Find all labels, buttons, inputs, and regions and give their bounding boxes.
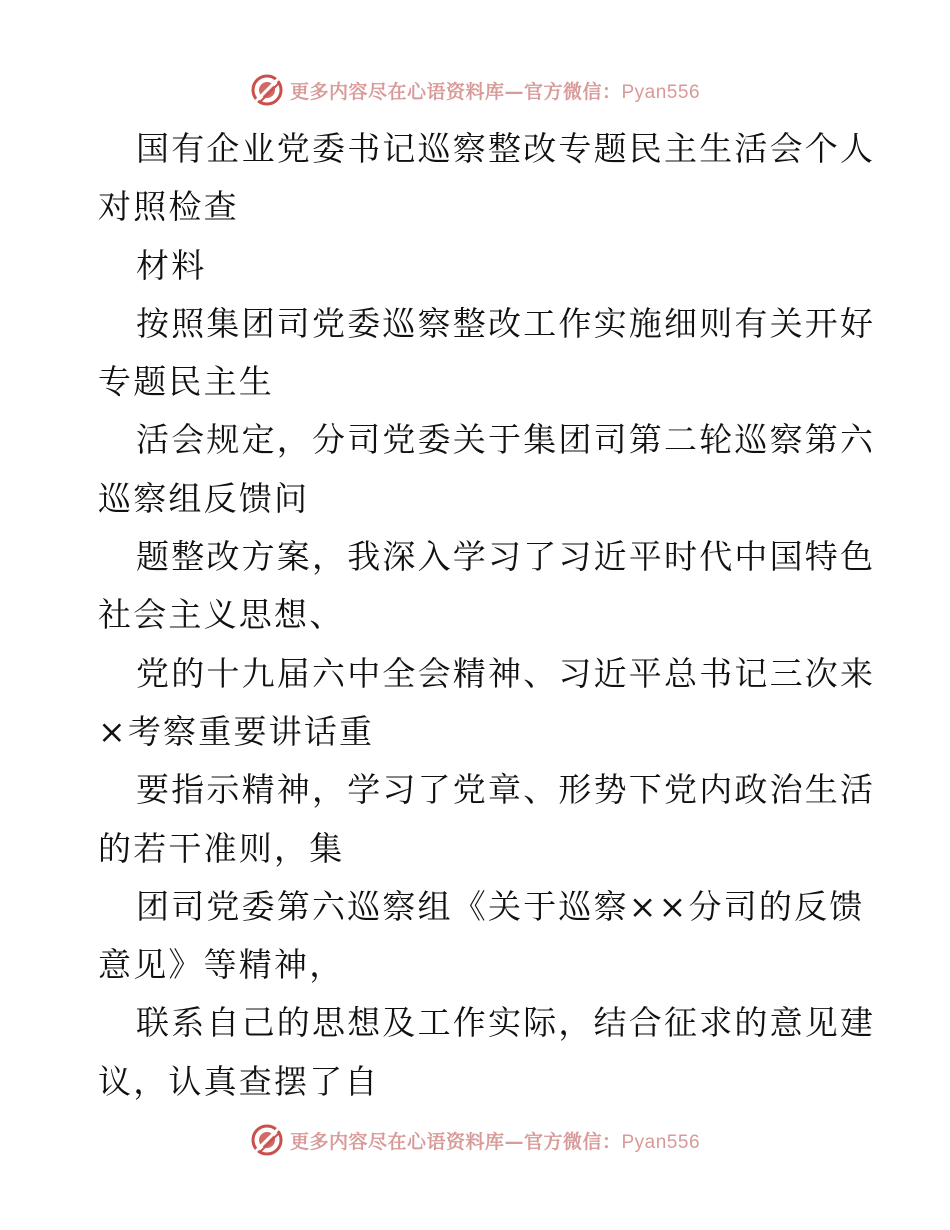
text-line: 议，认真查摆了自 — [98, 1061, 380, 1101]
text-line: 活会规定，分司党委关于集团司第二轮巡察第六 — [136, 420, 876, 460]
text-line: 的若干准则，集 — [98, 828, 345, 868]
text-line: 联系自己的思想及工作实际，结合征求的意见建 — [136, 1003, 876, 1043]
text-line: ×考察重要讲话重 — [98, 711, 375, 751]
text-line: 意见》等精神， — [98, 945, 345, 985]
text-line: 专题民主生 — [98, 362, 274, 402]
document-body — [98, 120, 876, 1111]
watermark-text: 更多内容尽在心语资料库—官方微信：Pyan556 — [289, 1130, 701, 1153]
text-line: 党的十九届六中全会精神、习近平总书记三次来 — [136, 653, 876, 693]
footer-watermark — [0, 1120, 950, 1160]
watermark-text: 更多内容尽在心语资料库—官方微信：Pyan556 — [289, 80, 701, 103]
header-watermark — [0, 70, 950, 110]
text-line: 题整改方案，我深入学习了习近平时代中国特色 — [136, 537, 876, 577]
text-line: 巡察组反馈问 — [98, 478, 310, 518]
red-seal-logo-icon — [250, 1123, 284, 1157]
text-line: 要指示精神，学习了党章、形势下党内政治生活 — [136, 770, 876, 810]
text-line: 对照检查 — [98, 187, 239, 227]
text-line: 材料 — [136, 245, 207, 285]
red-seal-logo-icon — [250, 73, 284, 107]
text-line: 社会主义思想、 — [98, 595, 345, 635]
text-line: 按照集团司党委巡察整改工作实施细则有关开好 — [136, 303, 876, 343]
text-line: 国有企业党委书记巡察整改专题民主生活会个人 — [136, 129, 876, 168]
text-line: 团司党委第六巡察组《关于巡察××分司的反馈 — [136, 886, 865, 926]
